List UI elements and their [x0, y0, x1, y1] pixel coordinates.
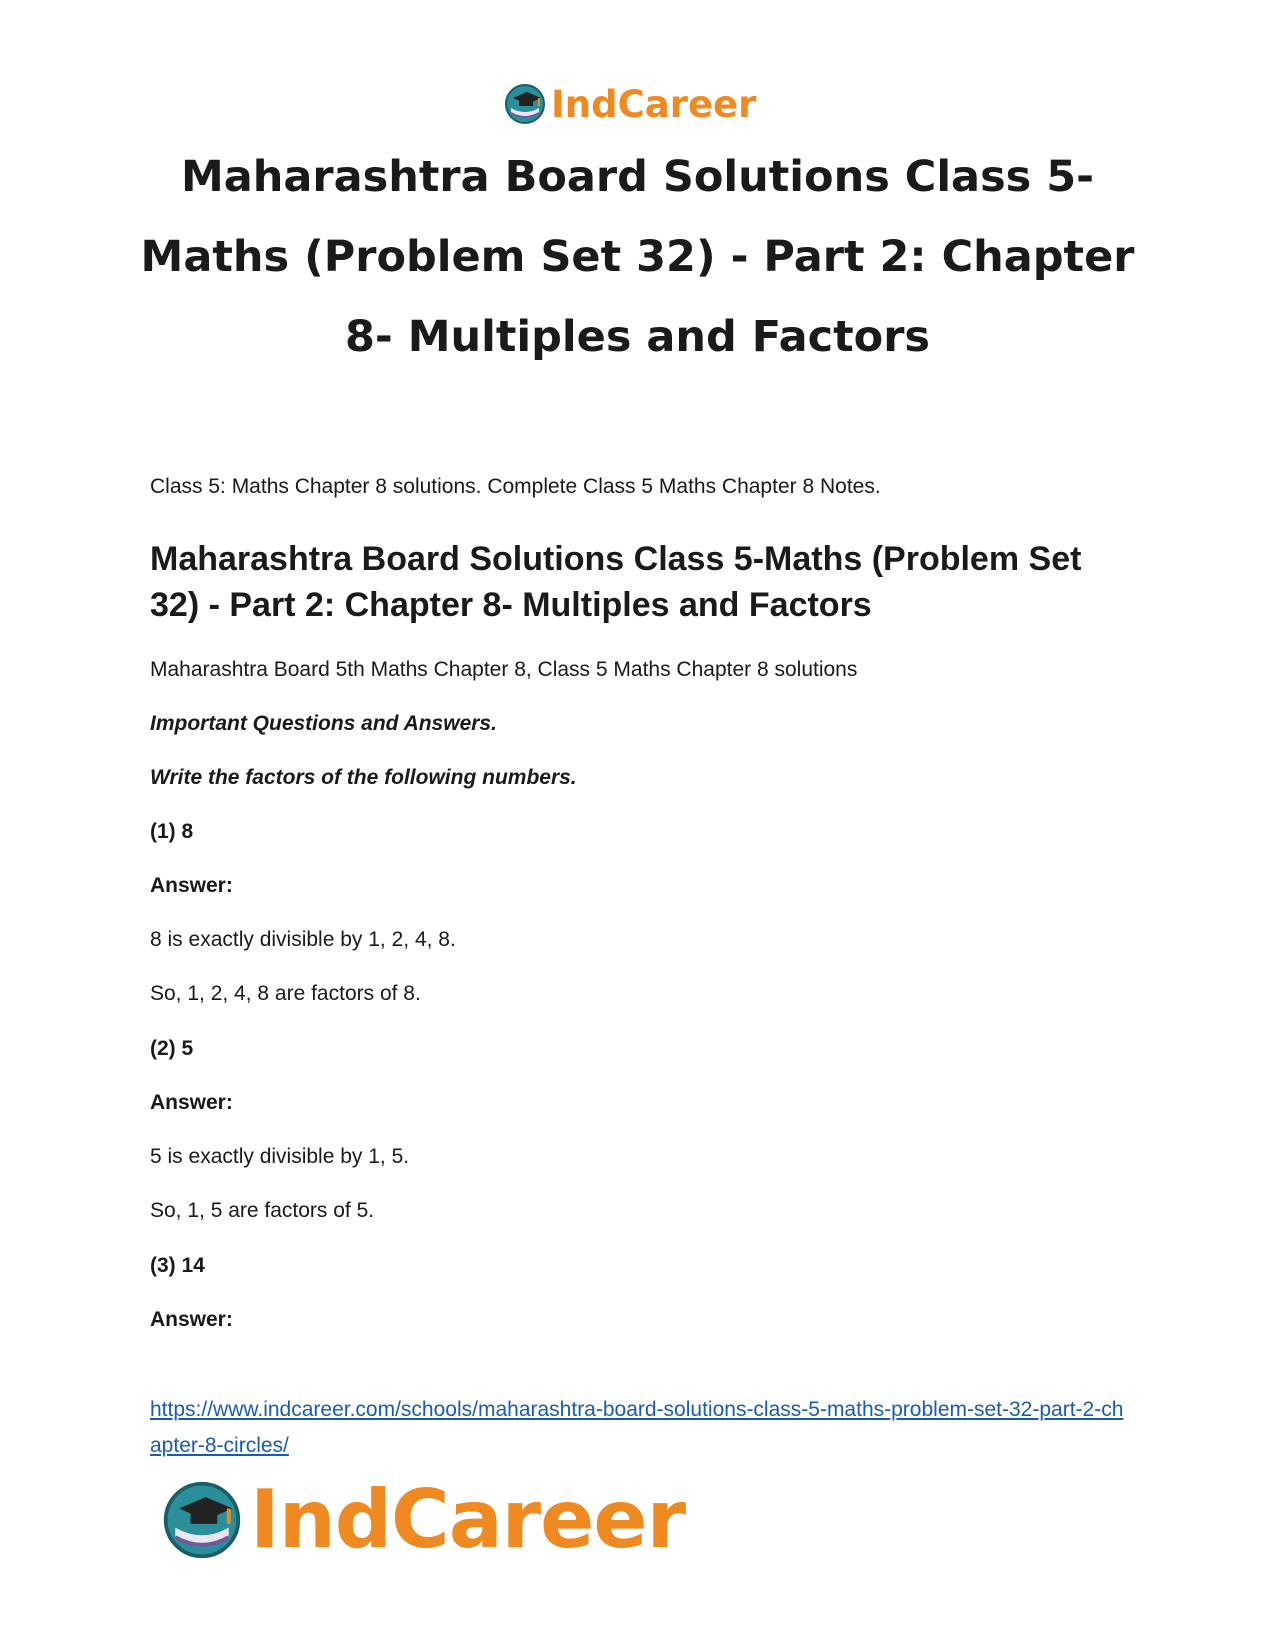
answer-line: So, 1, 5 are factors of 5. [150, 1199, 375, 1222]
answer-line: So, 1, 2, 4, 8 are factors of 8. [150, 982, 421, 1005]
answer-line: 5 is exactly divisible by 1, 5. [150, 1145, 410, 1168]
section-heading: Maharashtra Board Solutions Class 5-Maths (Problem Set 32) - Part 2: Chapter 8- Multiples and Factors [150, 540, 1082, 624]
intro-text: Class 5: Maths Chapter 8 solutions. Complete Class 5 Maths Chapter 8 Notes. [150, 475, 881, 498]
important-label: Important Questions and Answers. [150, 712, 497, 735]
subtitle-text: Maharashtra Board 5th Maths Chapter 8, Class 5 Maths Chapter 8 solutions [150, 658, 858, 681]
page-title: Maharashtra Board Solutions Class 5-Maths (Problem Set 32) - Part 2: Chapter 8- Multiples and Factors [140, 152, 1135, 362]
logo-text: IndCareer [250, 1473, 686, 1566]
answer-label: Answer: [150, 1091, 233, 1114]
logo-text: IndCareer [551, 82, 757, 126]
graduation-globe-icon [160, 1478, 244, 1562]
source-link[interactable]: https://www.indcareer.com/schools/maharashtra-board-solutions-class-5-maths-problem-set-32-part-2-chapter-8-circles/ [150, 1398, 1124, 1457]
answer-label: Answer: [150, 1308, 233, 1331]
instruction-text: Write the factors of the following numbers. [150, 766, 577, 789]
answer-line: 8 is exactly divisible by 1, 2, 4, 8. [150, 928, 456, 951]
question-label: (2) 5 [150, 1037, 194, 1060]
answer-label: Answer: [150, 874, 233, 897]
question-label: (1) 8 [150, 820, 194, 843]
graduation-globe-icon [503, 82, 547, 126]
question-label: (3) 14 [150, 1254, 205, 1277]
footer-logo [160, 1474, 685, 1566]
header-logo [503, 80, 756, 128]
